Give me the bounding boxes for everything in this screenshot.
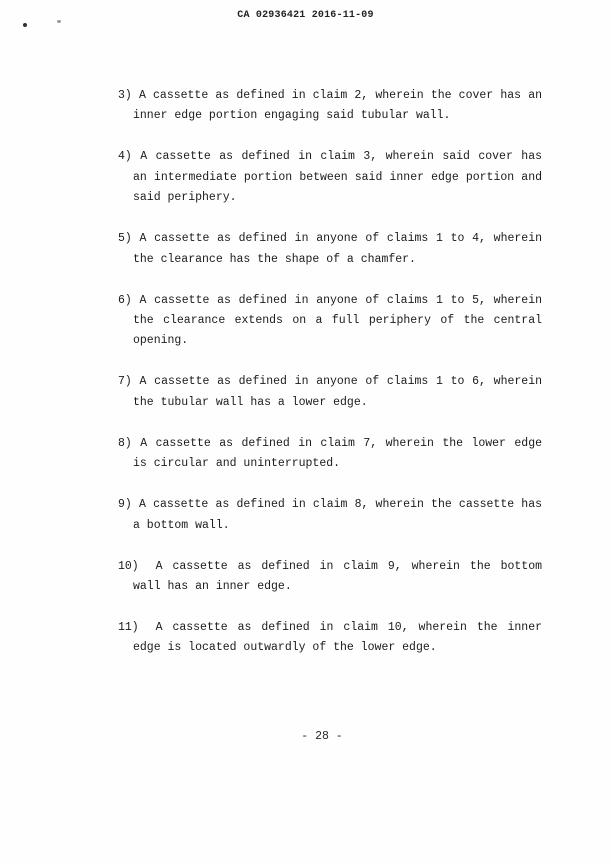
claims-section <box>118 86 542 679</box>
claim-item-8 <box>118 434 542 475</box>
claim-item-7 <box>118 372 542 413</box>
claim-item-3 <box>118 86 542 127</box>
claim-number: 7) <box>118 375 132 389</box>
claim-number: 3) <box>118 89 132 102</box>
claim-text: A cassette as defined in claim 7, wherein the lower edge is circular and uninterrupted. <box>133 436 542 471</box>
claim-item-9 <box>118 495 542 536</box>
claim-number: 5) <box>118 232 132 246</box>
claim-item-10 <box>118 557 542 598</box>
claim-item-5 <box>118 229 542 270</box>
claim-text: A cassette as defined in anyone of claims 1 to 5, wherein the clearance extends on a full periphery of the central opening. <box>133 293 542 348</box>
claim-number: 10) <box>118 559 139 573</box>
document-header: CA 02936421 2016-11-09 <box>237 10 374 21</box>
page-number: - 28 - <box>301 730 343 743</box>
claim-item-6 <box>118 291 542 352</box>
claim-text: A cassette as defined in anyone of claims 1 to 4, wherein the clearance has the shape of a chamfer. <box>133 232 542 266</box>
claim-number: 6) <box>118 293 132 307</box>
claim-text: A cassette as defined in claim 2, wherein the cover has an inner edge portion engaging said tubular wall. <box>133 89 542 123</box>
claim-text: A cassette as defined in anyone of claims 1 to 6, wherein the tubular wall has a lower edge. <box>133 375 542 409</box>
claim-text: A cassette as defined in claim 8, wherein the cassette has a bottom wall. <box>133 498 543 532</box>
claim-item-11 <box>118 618 542 659</box>
claim-text: A cassette as defined in claim 9, wherein the bottom wall has an inner edge. <box>133 559 542 594</box>
claim-number: 11) <box>118 621 139 635</box>
claim-number: 8) <box>118 436 132 450</box>
claim-text: A cassette as defined in claim 3, wherein said cover has an intermediate portion between said inner edge portion and said periphery. <box>133 150 542 205</box>
scan-speck-icon <box>23 23 27 27</box>
claim-item-4 <box>118 147 542 208</box>
claim-number: 4) <box>118 150 132 164</box>
claim-number: 9) <box>118 498 132 512</box>
claim-text: A cassette as defined in claim 10, wherein the inner edge is located outwardly of the lower edge. <box>133 621 542 655</box>
